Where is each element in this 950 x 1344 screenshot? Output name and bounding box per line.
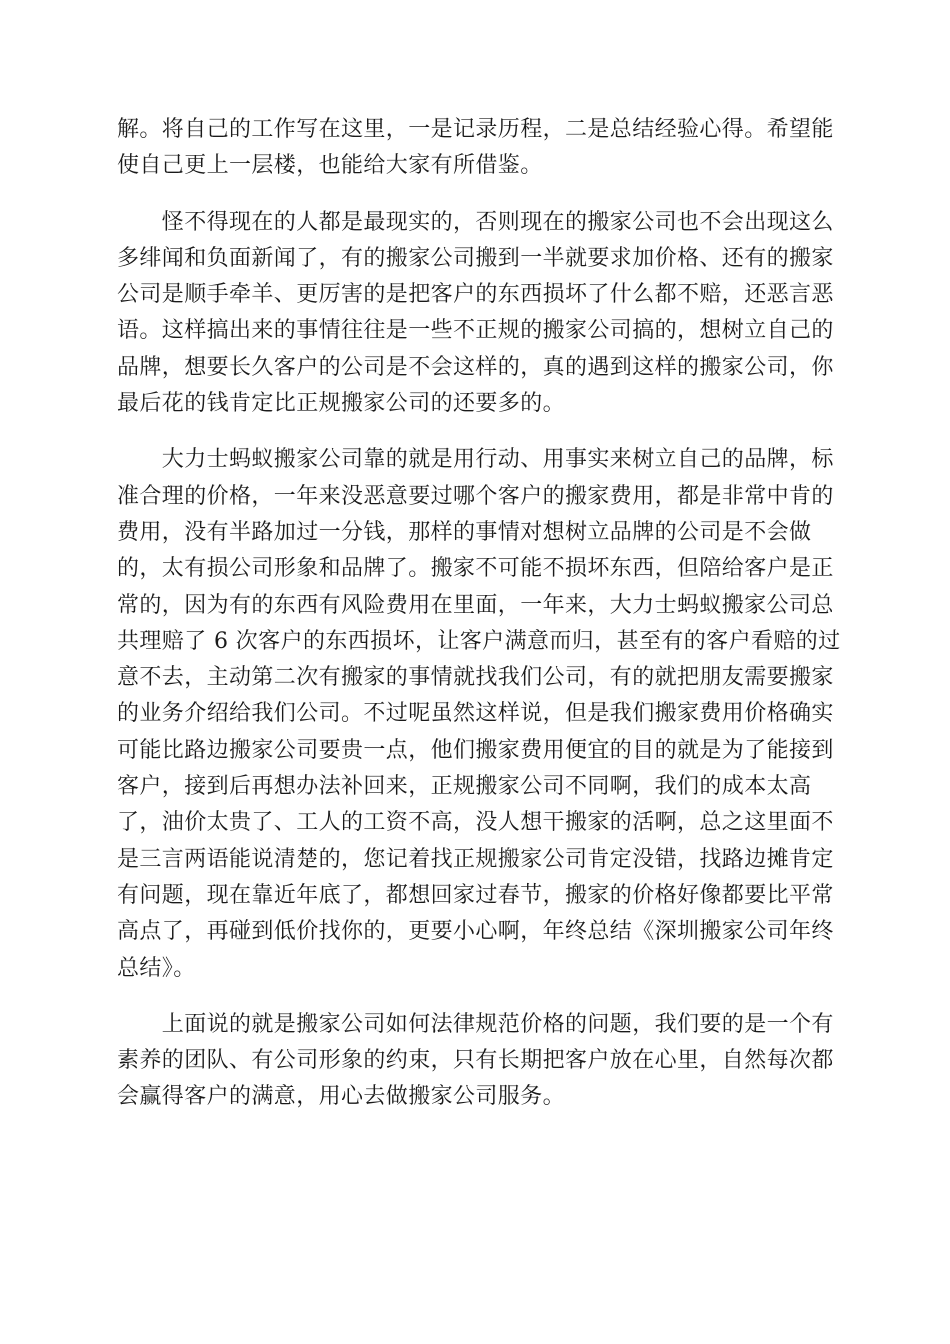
text-line: 上面说的就是搬家公司如何法律规范价格的问题，我们要的是一个有	[117, 1011, 834, 1037]
text-line: 意不去，主动第二次有搬家的事情就找我们公司，有的就把朋友需要搬家	[117, 665, 834, 691]
text-line: 准合理的价格，一年来没恶意要过哪个客户的搬家费用，都是非常中肯的	[117, 483, 834, 509]
text-line: 共理赔了 6 次客户的东西损坏，让客户满意而归，甚至有的客户看赔的过	[117, 628, 841, 654]
text-line: 高点了，再碰到低价找你的，更要小心啊，年终总结《深圳搬家公司年终	[117, 919, 834, 945]
text-line: 可能比路边搬家公司要贵一点，他们搬家费用便宜的目的就是为了能接到	[117, 737, 834, 763]
text-line: 最后花的钱肯定比正规搬家公司的还要多的。	[117, 391, 566, 417]
text-line: 有问题，现在靠近年底了，都想回家过春节，搬家的价格好像都要比平常	[117, 882, 834, 908]
text-line: 的业务介绍给我们公司。不过呢虽然这样说，但是我们搬家费用价格确实	[117, 701, 834, 727]
text-line: 常的，因为有的东西有风险费用在里面，一年来，大力士蚂蚁搬家公司总	[117, 592, 834, 618]
text-line: 怪不得现在的人都是最现实的，否则现在的搬家公司也不会出现这么	[117, 209, 834, 235]
text-line: 语。这样搞出来的事情往往是一些不正规的搬家公司搞的，想树立自己的	[117, 318, 834, 344]
paragraph-3	[117, 442, 841, 986]
paragraph-spacer	[117, 422, 833, 442]
text-line: 素养的团队、有公司形象的约束，只有长期把客户放在心里，自然每次都	[117, 1048, 834, 1074]
text-line: 是三言两语能说清楚的，您记着找正规搬家公司肯定没错，找路边摊肯定	[117, 846, 834, 872]
text-line: 解。将自己的工作写在这里，一是记录历程，二是总结经验心得。希望能	[117, 117, 834, 142]
paragraph-spacer	[117, 185, 833, 205]
paragraph-spacer	[117, 987, 833, 1007]
text-line: 了，油价太贵了、工人的工资不高，没人想干搬家的活啊，总之这里面不	[117, 810, 834, 836]
document-body	[117, 112, 841, 1116]
text-line: 公司是顺手牵羊、更厉害的是把客户的东西损坏了什么都不赔，还恶言恶	[117, 282, 834, 308]
text-line: 总结》。	[117, 955, 196, 981]
text-line: 使自己更上一层楼，也能给大家有所借鉴。	[117, 153, 543, 179]
text-line: 会赢得客户的满意，用心去做搬家公司服务。	[117, 1084, 566, 1110]
paragraph-1	[117, 112, 833, 185]
text-line: 品牌，想要长久客户的公司是不会这样的，真的遇到这样的搬家公司，你	[117, 354, 834, 380]
text-line: 多绯闻和负面新闻了，有的搬家公司搬到一半就要求加价格、还有的搬家	[117, 245, 834, 271]
paragraph-4	[117, 1007, 833, 1116]
paragraph-2	[117, 205, 833, 423]
text-line: 客户，接到后再想办法补回来，正规搬家公司不同啊，我们的成本太高	[117, 774, 812, 800]
text-line: 的，太有损公司形象和品牌了。搬家不可能不损坏东西，但陪给客户是正	[117, 556, 834, 582]
text-line: 费用，没有半路加过一分钱，那样的事情对想树立品牌的公司是不会做	[117, 519, 812, 545]
text-line: 大力士蚂蚁搬家公司靠的就是用行动、用事实来树立自己的品牌，标	[117, 447, 834, 473]
